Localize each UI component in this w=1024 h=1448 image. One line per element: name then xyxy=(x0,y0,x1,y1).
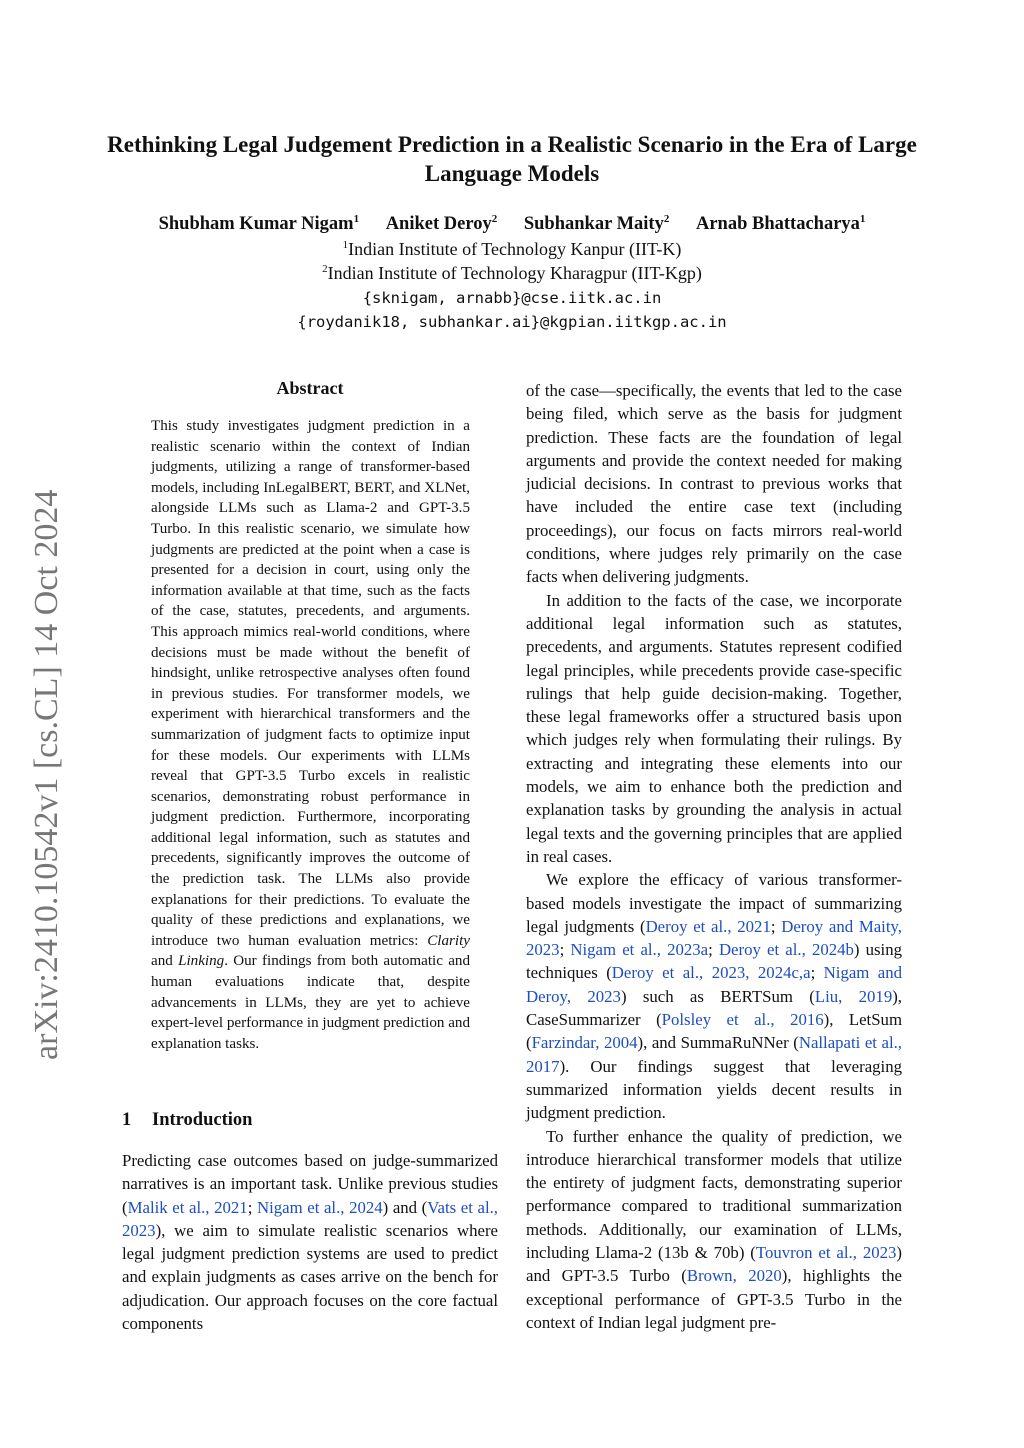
intro-paragraph-3 xyxy=(526,868,902,1124)
body-text xyxy=(842,987,858,1006)
email-line-2: {roydanik18, subhankar.ai}@kgpian.iitkgp.ac.in xyxy=(297,313,727,331)
section-heading-introduction xyxy=(122,1110,252,1131)
body-text xyxy=(775,1010,790,1029)
body-text: ), highlights the exceptional performance of GPT-3.5 Turbo in the context of Indian legal judgment pre- xyxy=(526,1266,903,1332)
body-text: ). Our findings suggest that leveraging summarized information yields decent results in judgment prediction. xyxy=(526,1056,902,1123)
abstract-and: and xyxy=(151,953,179,970)
abstract-text: This study investigates judgment prediction in a realistic scenario within the context of Indian judgments, utilizing a range of transformer-based models, including InLegalBERT, BERT, and XLNet, alongside LLMs such as Llama-2 and GPT-3.5 Turbo. In this realistic scenario, we simulate how judgments are predicted at the point when a case is presented for a decision in court, using only the information available at that time, such as the facts of the case, statutes, precedents, and arguments. This approach mimics real-world conditions, where decisions must be made without the benefit of hindsight, unlike retrospective analyses often found in previous studies. For transformer models, we experiment with hierarchical transformers and the summarization of judgment facts to optimize input for these models. Our experiments with LLMs reveal that GPT-3.5 Turbo excels in realistic scenarios, demonstrating robust performance in judgment prediction. Furthermore, incorporating additional legal information, such as statutes and precedents, significantly improves the outcome of the prediction task. The LLMs also provide explanations for their predictions. To evaluate the quality of these predictions and explanations, we introduce two human evaluation metrics: xyxy=(151,418,470,949)
citation-link[interactable]: Deroy et al., xyxy=(718,940,806,960)
section-title: Introduction xyxy=(152,1110,253,1130)
citation-link[interactable]: Deroy et al., xyxy=(645,916,732,936)
author-name: Subhankar Maity xyxy=(523,214,664,234)
body-text: ; xyxy=(770,916,782,936)
citation-link[interactable]: 2024c,a xyxy=(757,963,811,983)
body-text: We explore the efficacy of various transformer-based models investigate the impact of summarizing legal judgments ( xyxy=(526,870,902,936)
body-text: ), CaseSummarizer ( xyxy=(526,986,902,1030)
body-text: ; xyxy=(247,1197,257,1217)
body-text xyxy=(571,987,587,1006)
author-affil-mark: 1 xyxy=(859,213,866,225)
affiliation-text: Indian Institute of Technology Kharagpur (IIT-Kgp) xyxy=(327,263,702,283)
citation-link[interactable]: Brown, xyxy=(686,1266,737,1286)
citation-link[interactable]: Nigam and Deroy, xyxy=(526,963,903,1006)
author-1 xyxy=(159,214,359,234)
author-affil-mark: 2 xyxy=(663,213,670,225)
citation-link[interactable]: Nigam et al., xyxy=(570,940,661,960)
body-text xyxy=(749,963,757,982)
citation-link[interactable]: 2004 xyxy=(603,1033,638,1053)
author-2 xyxy=(386,214,498,234)
author-affil-mark: 1 xyxy=(353,213,360,225)
metric-clarity: Clarity xyxy=(427,932,470,949)
citation-link[interactable]: 2021 xyxy=(737,916,771,936)
section-number: 1 xyxy=(122,1110,132,1130)
citation-link[interactable]: 2017 xyxy=(526,1056,560,1076)
citation-link[interactable]: Malik et al., xyxy=(127,1197,210,1217)
author-affil-mark: 2 xyxy=(491,213,498,225)
citation-link[interactable]: Farzindar, xyxy=(531,1033,600,1053)
email-line-1: {sknigam, arnabb}@cse.iitk.ac.in xyxy=(362,289,662,307)
citation-link[interactable]: 2021 xyxy=(214,1197,248,1217)
paper-title: Rethinking Legal Judgement Prediction in a Realistic Scenario in the Era of Large Language Models xyxy=(107,132,917,186)
citation-link[interactable]: Touvron et al., xyxy=(755,1242,857,1262)
author-list xyxy=(100,212,924,236)
body-text: ) and ( xyxy=(382,1197,428,1217)
affiliation-2 xyxy=(100,261,924,285)
arxiv-stamp: arXiv:2410.10542v1 [cs.CL] 14 Oct 2024 xyxy=(28,489,65,1060)
body-text xyxy=(703,963,711,982)
abstract-heading: Abstract xyxy=(276,378,344,398)
body-text: ; xyxy=(708,940,719,960)
affiliation-text: Indian Institute of Technology Kanpur (IIT-K) xyxy=(348,239,682,259)
body-text: To further enhance the quality of prediction, we introduce hierarchical transformer models that utilize the entirety of judgment facts, demonstrating superior performance compared to traditional summarization methods. Additionally, our examination of LLMs, including Llama-2 (13b & 70b) ( xyxy=(526,1126,902,1262)
citation-link[interactable]: 2023a xyxy=(667,940,709,960)
intro-paragraph-1-cont: of the case—specifically, the events that led to the case being filed, which serve as the basis for judgment prediction. These facts are the foundation of legal arguments and provide the context needed for making judicial decisions. In contrast to previous works that have included the entire case text (including proceedings), our focus on facts mirrors real-world conditions, where judges rely primarily on the case facts when delivering judgments. xyxy=(526,381,902,587)
abstract-text-end: . Our findings from both automatic and human evaluations indicate that, despite advancements in LLMs, they are yet to achieve expert-level performance in judgment prediction and explanation tasks. xyxy=(151,953,470,1052)
citation-link[interactable]: 2024b xyxy=(811,940,854,960)
citation-link[interactable]: 2023 xyxy=(587,986,621,1006)
abstract-body xyxy=(151,416,470,1054)
citation-link[interactable]: Deroy et al., xyxy=(611,963,704,983)
citation-link[interactable]: 2020 xyxy=(748,1266,782,1286)
body-text xyxy=(737,1266,748,1285)
author-name: Aniket Deroy xyxy=(385,214,492,234)
author-name: Shubham Kumar Nigam xyxy=(158,214,354,234)
author-name: Arnab Bhattacharya xyxy=(695,214,860,234)
citation-link[interactable]: Liu, xyxy=(814,986,843,1006)
body-text: ), and SummaRuNNer ( xyxy=(637,1033,799,1053)
affiliation-1 xyxy=(100,237,924,261)
citation-link[interactable]: 2023 xyxy=(122,1220,156,1240)
citation-link[interactable]: 2023 xyxy=(862,1242,897,1262)
citation-link[interactable]: 2023 xyxy=(526,940,560,960)
citation-link[interactable]: Polsley et al., xyxy=(661,1010,775,1030)
affiliation-mark: 1 xyxy=(342,239,349,251)
citation-link[interactable]: Vats et al., xyxy=(427,1197,498,1217)
body-text: Predicting case outcomes based on judge-summarized narratives is an important task. Unlike previous studies ( xyxy=(122,1151,498,1217)
author-4 xyxy=(696,214,865,234)
citation-link[interactable]: 2023, xyxy=(711,963,750,983)
citation-link[interactable]: Nigam et al., xyxy=(256,1197,345,1217)
intro-paragraph-1 xyxy=(122,1149,498,1335)
right-column xyxy=(526,379,902,1334)
body-text: ), we aim to simulate realistic scenarios where legal judgment prediction systems are used to predict and explain judgments as cases arrive on the bench for adjudication. Our approach focuses on the core factual components xyxy=(122,1220,498,1334)
citation-link[interactable]: 2019 xyxy=(858,986,893,1006)
body-text: ), LetSum ( xyxy=(526,1010,902,1053)
intro-paragraph-2: In addition to the facts of the case, we incorporate additional legal information such as statutes, precedents, and arguments. Statutes represent codified legal principles, while precedents provide case-specific rulings that help guide decision-making. Together, these legal frameworks offer a structured basis upon which judges rely when formulating their rulings. By extracting and integrating these elements into our models, we aim to enhance both the prediction and explanation tasks by grounding the analysis in actual legal texts and the governing principles that are applied in real cases. xyxy=(526,590,902,866)
affiliation-mark: 2 xyxy=(322,263,328,275)
citation-link[interactable]: 2024 xyxy=(349,1197,383,1217)
citation-link[interactable]: 2016 xyxy=(790,1010,824,1030)
intro-paragraph-4 xyxy=(526,1125,902,1335)
body-text: ) using techniques ( xyxy=(526,940,902,983)
author-3 xyxy=(524,214,670,234)
body-text: ; xyxy=(810,963,824,983)
body-text: ) such as BERTSum ( xyxy=(620,986,815,1006)
body-text: ) and GPT-3.5 Turbo ( xyxy=(526,1242,903,1286)
body-text: ; xyxy=(559,940,571,960)
metric-linking: Linking xyxy=(178,953,225,970)
citation-link[interactable]: Deroy and Maity, xyxy=(781,916,903,936)
paragraph-text xyxy=(122,1149,498,1335)
citation-link[interactable]: Nallapati et al., xyxy=(798,1033,902,1053)
